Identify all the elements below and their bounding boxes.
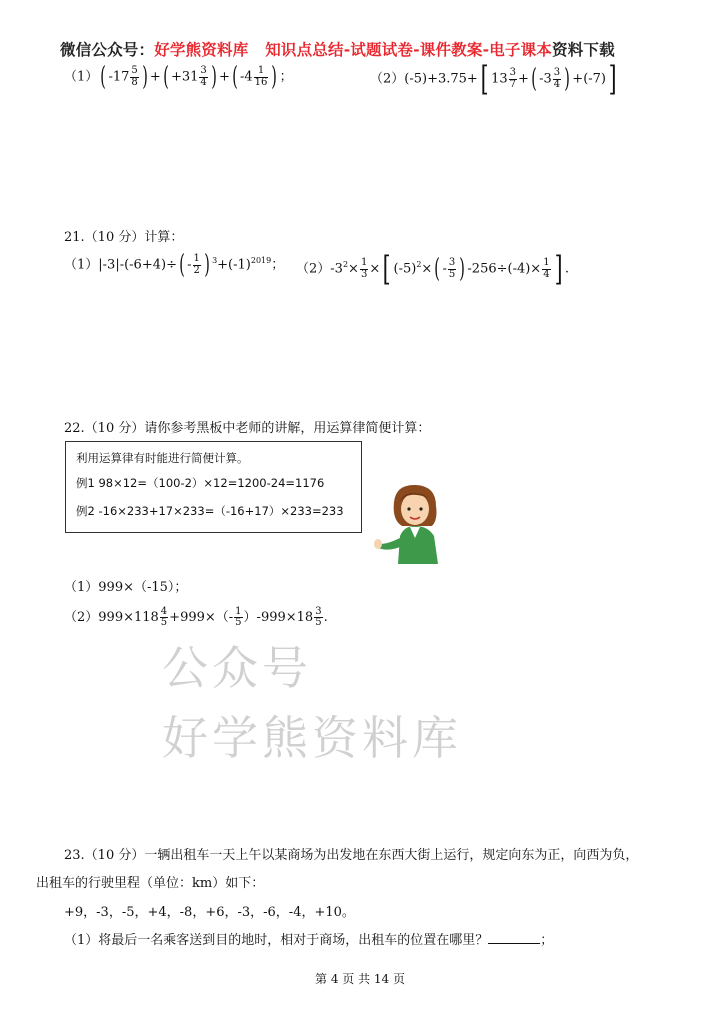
header-banner: [60, 38, 615, 60]
q21-p2-f1: $\frac{1}{3}$: [360, 257, 368, 280]
blackboard-example-2: 例2 -16×233+17×233=（-16+17）×233=233: [76, 504, 344, 518]
q20-p1-a-frac: $\frac{5}{8}$: [131, 65, 138, 88]
q22-part1: （1）999×（-15）；: [64, 580, 188, 595]
q20-p1-label: （1）: [64, 69, 99, 85]
page-footer: 第 4 页 共 14 页: [315, 972, 405, 986]
q20-p2-a-whole: 13: [491, 71, 508, 87]
q20-p1-c-frac: $\frac{1}{16}$: [254, 65, 268, 88]
teacher-illustration: [372, 482, 454, 564]
q21-p1-label: （1）: [64, 257, 99, 273]
q20-p1-b-frac: $\frac{3}{4}$: [200, 65, 207, 88]
watermark-line-2: 好学熊资料库: [162, 711, 462, 765]
q20-p1-b-whole: +31: [170, 69, 199, 85]
q21-p1-pre: |-3|-(-6+4)÷: [98, 257, 177, 273]
q21-title: 21.（10 分）计算：: [64, 230, 184, 245]
blackboard-title: 利用运算律有时能进行简便计算。: [76, 451, 249, 465]
blackboard-example-1: 例1 98×12=（100-2）×12=1200-24=1176: [76, 476, 325, 490]
banner-source: 好学熊资料库: [154, 41, 249, 59]
q21-part2: $(2)-3^2\times$ $\frac{1}{3}$ ×[ $(-5)^2\times$( - $\frac{3}{5}$ ) -256÷(-4)× $\frac{1}{4}$ ] .: [296, 249, 569, 289]
banner-topics: 知识点总结-试题试卷-课件教案-电子课本: [265, 41, 553, 59]
q20-p1-c-whole: -4: [240, 69, 253, 85]
banner-prefix: 微信公众号：: [60, 41, 155, 59]
answer-blank[interactable]: [488, 931, 540, 944]
q20-p2-b-frac: $\frac{3}{4}$: [553, 67, 561, 90]
q22-part2: （2）999×118 $\frac{4}{5}$ +999×（- $\frac{1}{5}$ ）-999×18 $\frac{3}{5}$ .: [64, 605, 328, 628]
q23-title-line-1: 23.（10 分）一辆出租车一天上午以某商场为出发地在东西大街上运行，规定向东为正，向西为负，: [64, 848, 639, 863]
q20-p2-a-frac: $\frac{3}{7}$: [509, 67, 517, 90]
q21-p1-post: +(-1): [217, 257, 251, 273]
q21-p1-frac: $\frac{1}{2}$: [193, 253, 200, 276]
q21-part1: （1）|-3|-(-6+4)÷( - $\frac{1}{2}$ ) $^3+(-1)^{2019}$；: [64, 250, 285, 280]
q22-p2-f3: $\frac{3}{5}$: [315, 605, 322, 628]
q20-part1: （1）( -17 $\frac{5}{8}$ ) +( +31 $\frac{3}{4}$ ) +( -4 $\frac{1}{16}$ ) ；: [64, 62, 293, 92]
q20-part2: （2）(-5)+3.75+[ 13 $\frac{3}{7}$ +( -3 $\frac{3}{4}$ ) +(-7)]: [370, 59, 617, 99]
q20-p2-pre: (-5)+3.75+: [404, 71, 478, 87]
banner-suffix: 资料下载: [552, 41, 615, 59]
blackboard: [65, 441, 362, 533]
q21-p2-f3: $\frac{1}{4}$: [543, 257, 550, 280]
q20-p2-label: （2）: [370, 71, 405, 87]
q23-data: +9，-3，-5，+4，-8，+6，-3，-6，-4，+10。: [64, 905, 355, 920]
q21-p2-label: （2）: [296, 261, 331, 277]
q23-part1: （1）将最后一名乘客送到目的地时，相对于商场，出租车的位置在哪里？ ；: [64, 933, 554, 948]
q22-p2-f1: $\frac{4}{5}$: [160, 605, 168, 628]
q22-p2-f2: $\frac{1}{5}$: [235, 605, 242, 628]
q20-p2-b-whole: -3: [539, 71, 552, 87]
q23-title-line-2: 出租车的行驶里程（单位：km）如下：: [36, 876, 265, 891]
q21-p2-f2: $\frac{3}{5}$: [448, 257, 456, 280]
q20-p2-c: (-7): [583, 71, 606, 87]
watermark-line-1: 公众号: [162, 641, 312, 695]
q22-title: 22.（10 分）请你参考黑板中老师的讲解，用运算律简便计算：: [64, 421, 431, 436]
q20-p1-a-whole: -17: [108, 69, 130, 85]
